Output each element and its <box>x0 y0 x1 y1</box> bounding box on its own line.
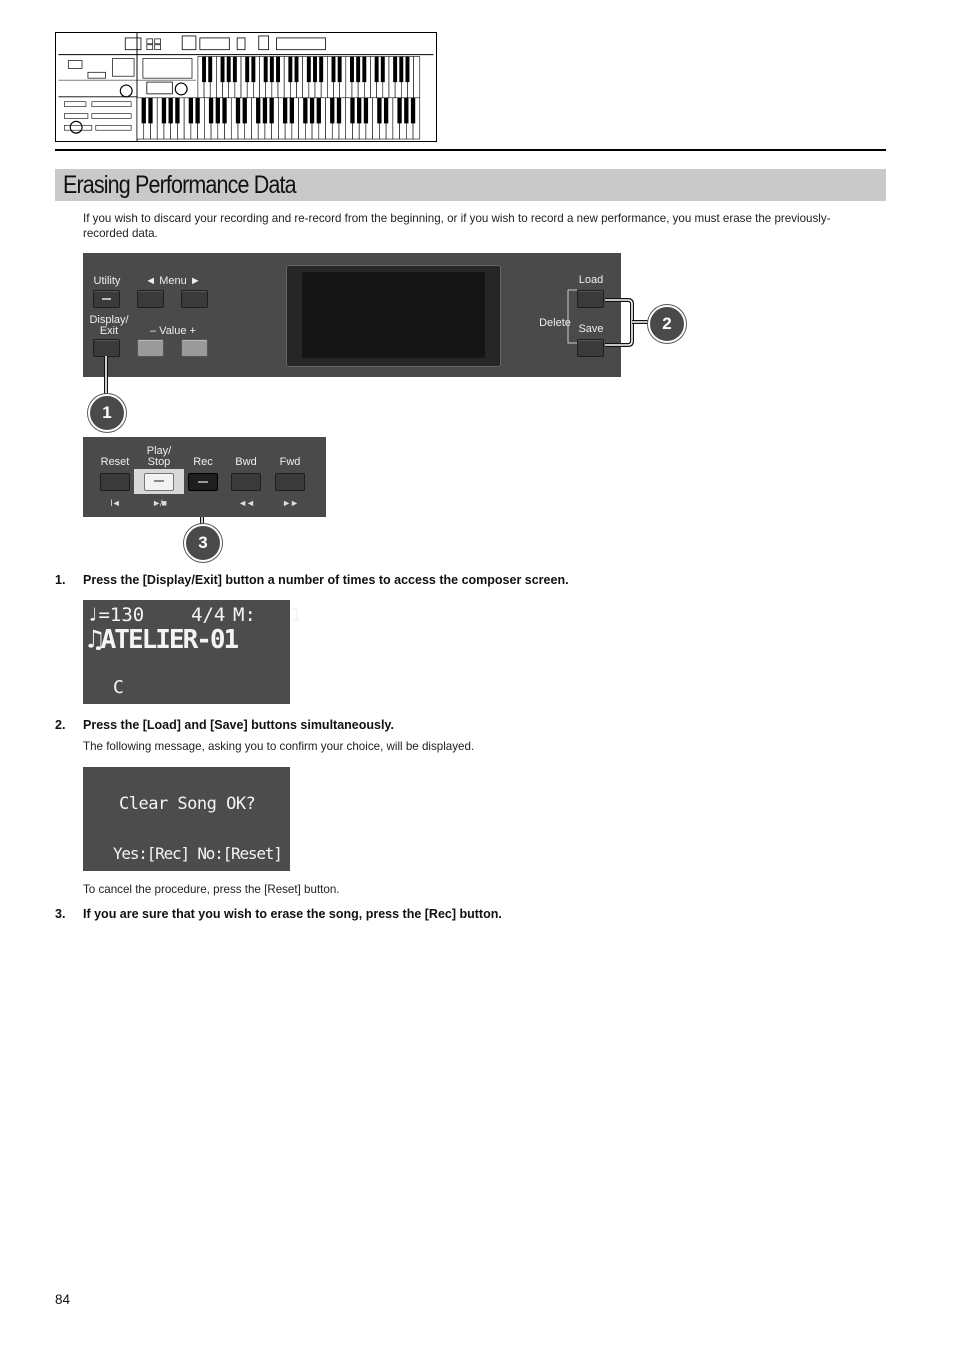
step-2-text: Press the [Load] and [Save] buttons simultaneously. <box>83 718 394 732</box>
play-stop-label-1: Play/ <box>146 445 172 457</box>
cancel-note: To cancel the procedure, press the [Reset] button. <box>83 883 340 896</box>
lcd-song-name: ♫ATELIER-01 <box>87 625 238 655</box>
step-2-number: 2. <box>55 718 66 732</box>
load-label: Load <box>578 274 604 286</box>
bwd-label: Bwd <box>235 456 257 468</box>
display-exit-label-1: Display/ <box>89 314 129 326</box>
save-label: Save <box>578 323 604 335</box>
intro-paragraph: If you wish to discard your recording and re-record from the beginning, or if you wish to record a new performance, you must erase the previously-recorded data. <box>83 212 831 240</box>
page-number: 84 <box>55 1292 71 1307</box>
play-stop-symbol-icon: ►/■ <box>152 498 166 508</box>
transport-panel-illustration <box>83 437 326 517</box>
rec-button[interactable] <box>188 473 218 491</box>
reset-label: Reset <box>100 456 130 468</box>
step-3-number: 3. <box>55 907 66 921</box>
callout-2: 2 <box>648 305 686 343</box>
lcd-key: C <box>113 677 124 698</box>
lcd-measure: M: 1 <box>233 604 302 626</box>
rec-led <box>198 481 208 483</box>
lcd-clear-line2: Yes:[Rec] No:[Reset] <box>113 844 282 863</box>
fwd-label: Fwd <box>279 456 301 468</box>
lcd-tempo: ♩=130 <box>87 604 145 626</box>
lcd-meter: 4/4 <box>191 604 226 626</box>
step-3-text: If you are sure that you wish to erase the song, press the [Rec] button. <box>83 907 502 921</box>
step-1-text: Press the [Display/Exit] button a number of times to access the composer screen. <box>83 573 569 587</box>
display-exit-label-2: Exit <box>99 325 119 337</box>
reset-symbol-icon: I◄ <box>110 498 120 508</box>
play-stop-led <box>154 480 164 482</box>
clear-song-lcd <box>83 767 290 871</box>
reset-button[interactable] <box>100 473 130 491</box>
section-title: Erasing Performance Data <box>63 171 296 199</box>
delete-label: Delete <box>539 317 571 329</box>
callout-1: 1 <box>88 394 126 432</box>
step-1-number: 1. <box>55 573 66 587</box>
step-2-note: The following message, asking you to confirm your choice, will be displayed. <box>83 740 475 753</box>
rec-label: Rec <box>193 456 213 468</box>
fwd-button[interactable] <box>275 473 305 491</box>
composer-screen-lcd <box>83 600 302 704</box>
lcd-clear-line1: Clear Song OK? <box>119 794 256 814</box>
utility-label: Utility <box>93 275 121 287</box>
play-stop-button[interactable] <box>144 473 174 491</box>
menu-label: ◄ Menu ► <box>145 275 201 287</box>
fwd-symbol-icon: ►► <box>282 498 298 508</box>
bwd-button[interactable] <box>231 473 261 491</box>
bwd-symbol-icon: ◄◄ <box>238 498 254 508</box>
play-stop-label-2: Stop <box>147 456 171 468</box>
callout-3: 3 <box>184 524 222 562</box>
value-label: – Value + <box>150 325 196 337</box>
